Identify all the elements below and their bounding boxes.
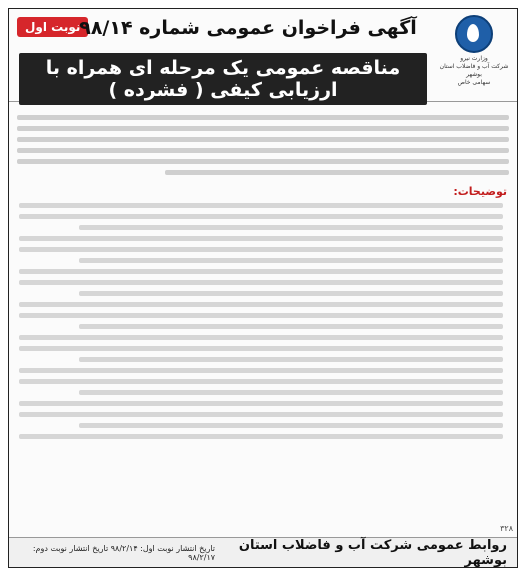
text-line (17, 115, 509, 120)
term-text-placeholder (19, 368, 503, 373)
term-text-placeholder (79, 324, 503, 329)
term-row (19, 368, 507, 373)
text-line (17, 148, 509, 153)
term-text-placeholder (19, 401, 503, 406)
term-text-placeholder (19, 247, 503, 252)
footer-publication-dates: تاریخ انتشار نوبت اول: ۹۸/۲/۱۴ تاریخ انتشار نوبت دوم: ۹۸/۲/۱۷ (32, 543, 216, 562)
term-text-placeholder (79, 258, 503, 263)
text-line (165, 170, 509, 175)
term-text-placeholder (19, 302, 503, 307)
term-row (19, 313, 507, 318)
term-row (19, 412, 507, 417)
ad-footer (9, 537, 517, 567)
logo-line-1: وزارت نیرو (460, 55, 488, 62)
term-row (19, 346, 507, 351)
footer-organization: روابط عمومی شرکت آب و فاضلاب استان بوشهر (238, 537, 507, 568)
ad-header (9, 9, 517, 102)
term-row (19, 324, 507, 329)
term-row (19, 203, 507, 208)
terms-list (19, 203, 507, 523)
term-text-placeholder (19, 346, 503, 351)
term-text-placeholder (19, 280, 503, 285)
ad-subtitle: مناقصه عمومی یک مرحله ای همراه با ارزیابی کیفی ( فشرده ) (19, 53, 427, 105)
term-text-placeholder (19, 203, 503, 208)
term-row (19, 269, 507, 274)
term-row (19, 258, 507, 263)
company-logo (437, 15, 511, 89)
term-text-placeholder (19, 434, 503, 439)
term-text-placeholder (19, 269, 503, 274)
term-row (19, 302, 507, 307)
logo-line-3: سهامی خاص (457, 79, 491, 86)
term-row (19, 335, 507, 340)
term-row (19, 390, 507, 395)
term-text-placeholder (79, 423, 503, 428)
term-text-placeholder (79, 291, 503, 296)
term-row (19, 225, 507, 230)
logo-line-2: شرکت آب و فاضلاب استان بوشهر (439, 63, 509, 78)
term-text-placeholder (19, 412, 503, 417)
term-row (19, 357, 507, 362)
term-row (19, 247, 507, 252)
text-line (17, 137, 509, 142)
water-drop-icon (455, 15, 493, 53)
notes-heading: توضیحات: (453, 185, 507, 198)
term-row (19, 214, 507, 219)
term-text-placeholder (79, 390, 503, 395)
term-text-placeholder (19, 335, 503, 340)
term-row (19, 236, 507, 241)
term-text-placeholder (19, 214, 503, 219)
term-text-placeholder (79, 357, 503, 362)
term-text-placeholder (19, 313, 503, 318)
term-row (19, 291, 507, 296)
term-row (19, 434, 507, 439)
term-text-placeholder (19, 236, 503, 241)
term-row (19, 379, 507, 384)
page-number: ۳۲۸ (500, 524, 513, 533)
text-line (17, 159, 509, 164)
term-text-placeholder (19, 379, 503, 384)
term-row (19, 401, 507, 406)
ad-title: آگهی فراخوان عمومی شماره ۹۸/۱۴ (79, 17, 417, 39)
intro-paragraph (17, 109, 509, 179)
term-row (19, 423, 507, 428)
term-row (19, 280, 507, 285)
term-text-placeholder (79, 225, 503, 230)
ad-page (8, 8, 518, 568)
text-line (17, 126, 509, 131)
publication-round-badge: نوبت اول (17, 17, 88, 37)
